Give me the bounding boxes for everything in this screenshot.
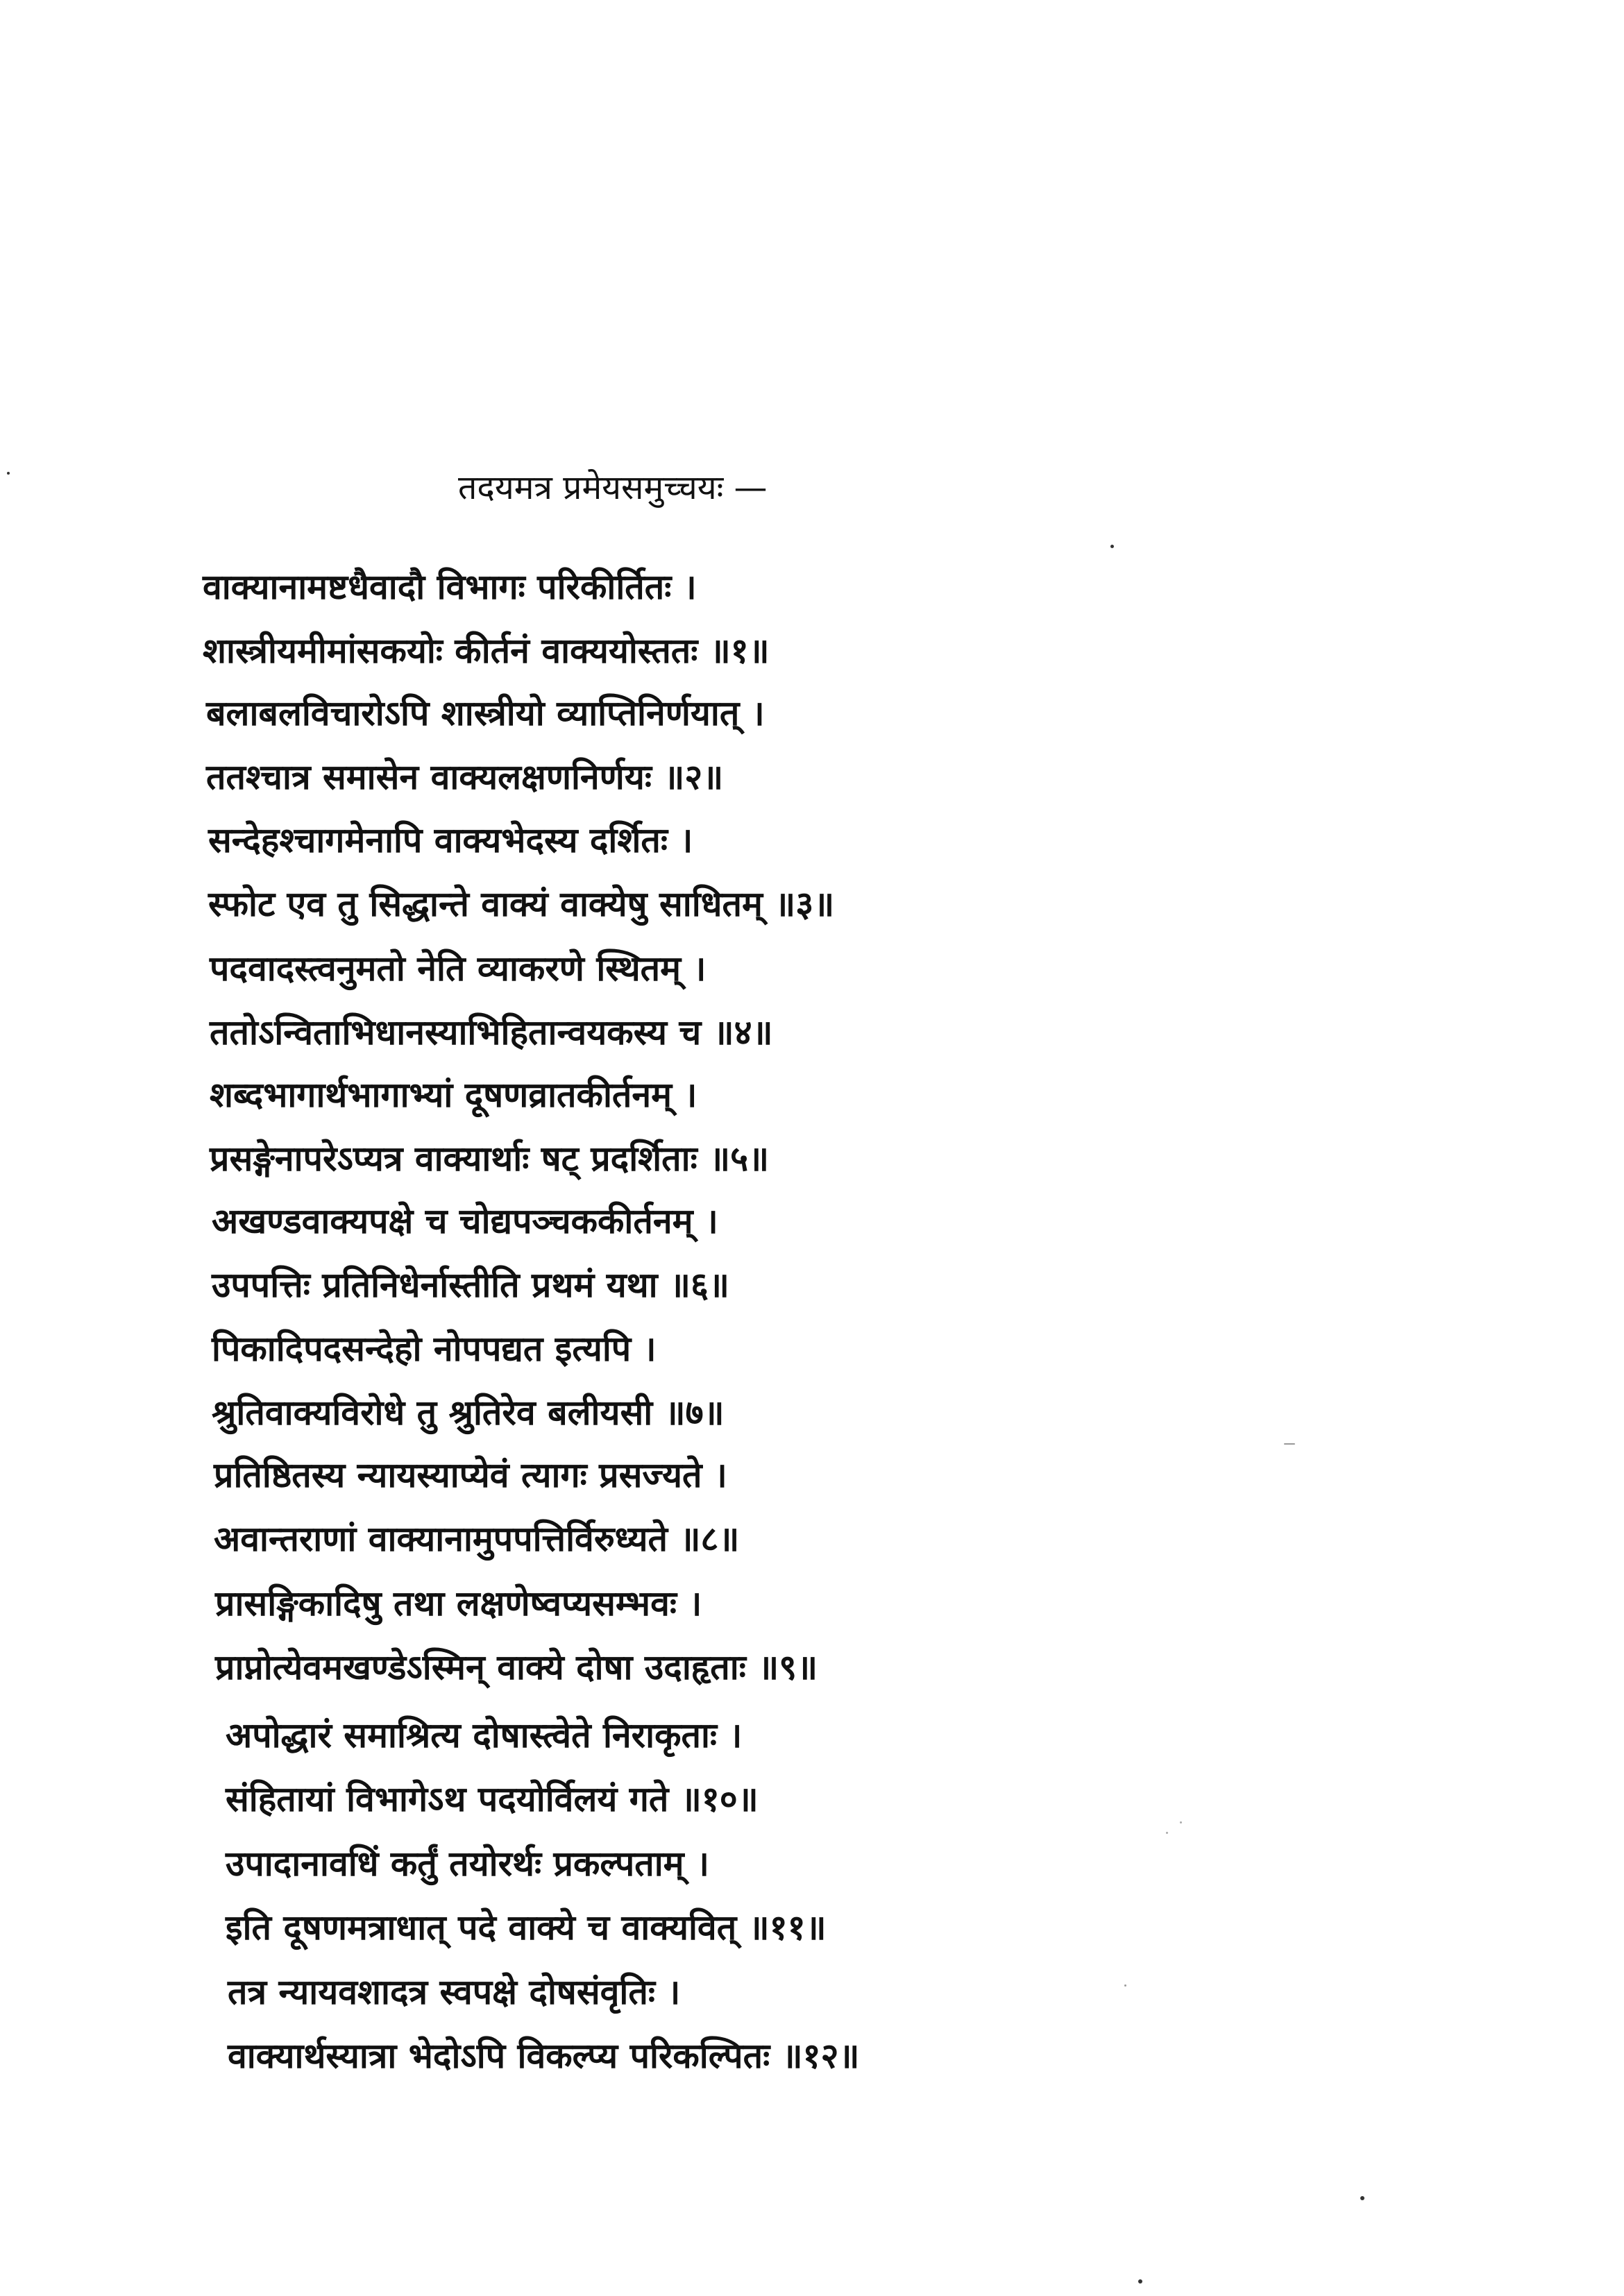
verse-6-line-1: अखण्डवाक्यपक्षे च चोद्यपञ्चककीर्तनम् ।	[212, 1201, 718, 1241]
verse-5-line-1: शब्दभागार्थभागाभ्यां दूषणव्रातकीर्तनम् ।	[210, 1075, 697, 1115]
verse-12-line-2: वाक्यार्थस्यात्रा भेदोऽपि विकल्प्य परिकल्पितः ॥१२॥	[228, 2036, 860, 2076]
verse-11	[226, 1832, 827, 1959]
verse-5	[210, 1063, 769, 1191]
verse-9-line-1: प्रासङ्गिकादिषु तथा लक्षणेष्वप्यसम्भवः ।	[215, 1583, 702, 1624]
verse-8-line-1: प्रतिष्ठितस्य न्यायस्याप्येवं त्यागः प्रसज्यते ।	[214, 1455, 727, 1495]
verse-8-line-2: अवान्तराणां वाक्यानामुपपत्तिर्विरुध्यते ॥८॥	[214, 1519, 740, 1559]
verse-2	[206, 681, 765, 809]
scan-speck	[1360, 2196, 1364, 2200]
verse-3-line-2: स्फोट एव तु सिद्धान्ते वाक्यं वाक्येषु साधितम् ॥३॥	[208, 884, 835, 924]
verse-10	[226, 1703, 759, 1831]
verse-11-line-2: इति दूषणमत्राधात् पदे वाक्ये च वाक्यवित् ॥११॥	[226, 1907, 827, 1948]
verse-10-line-2: संहितायां विभागेऽथ पदयोर्विलयं गते ॥१०॥	[226, 1779, 759, 1819]
scan-speck	[1180, 1821, 1182, 1823]
verse-9	[215, 1572, 818, 1699]
verse-4-line-2: ततोऽन्विताभिधानस्याभिहितान्वयकस्य च ॥४॥	[210, 1012, 773, 1053]
verse-1-line-2: शास्त्रीयमीमांसकयोः कीर्तनं वाक्ययोस्ततः ॥१॥	[203, 631, 770, 671]
verse-4-line-1: पदवादस्त्वनुमतो नेति व्याकरणे स्थितम् ।	[210, 949, 707, 989]
scan-speck	[7, 472, 10, 475]
verse-8	[214, 1443, 739, 1571]
verse-12	[228, 1960, 859, 2088]
scan-speck	[1124, 1984, 1126, 1987]
verse-3-line-1: सन्देहश्चागमेनापि वाक्यभेदस्य दर्शितः ।	[208, 820, 693, 860]
verse-3	[208, 808, 834, 936]
verse-7	[212, 1317, 725, 1445]
verse-1	[203, 555, 770, 683]
verse-7-line-1: पिकादिपदसन्देहो नोपपद्यत इत्यपि ।	[212, 1329, 657, 1369]
verse-2-line-2: ततश्चात्र समासेन वाक्यलक्षणनिर्णयः ॥२॥	[206, 757, 724, 797]
verse-7-line-2: श्रुतिवाक्यविरोधे तु श्रुतिरेव बलीयसी ॥७॥	[212, 1393, 725, 1433]
section-heading: तदयमत्र प्रमेयसमुच्चयः —	[458, 468, 768, 507]
scan-speck	[1110, 545, 1114, 548]
verse-1-line-1: वाक्यानामष्टधैवादौ विभागः परिकीर्तितः ।	[203, 567, 697, 607]
verse-5-line-2: प्रसङ्गेनापरेऽप्यत्र वाक्यार्थाः षट् प्रदर्शिताः ॥५॥	[210, 1139, 770, 1179]
verse-6	[212, 1189, 729, 1317]
scan-speck	[1284, 1443, 1295, 1445]
scan-speck	[1138, 2279, 1142, 2284]
verse-10-line-1: अपोद्धारं समाश्रित्य दोषास्त्वेते निराकृताः ।	[226, 1715, 743, 1755]
verse-2-line-1: बलाबलविचारोऽपि शास्त्रीयो व्याप्तिनिर्णयात् ।	[206, 693, 765, 733]
verse-11-line-1: उपादानावधिं कर्तुं तयोरर्थः प्रकल्पताम् ।	[226, 1844, 709, 1884]
verse-4	[210, 937, 773, 1064]
verse-6-line-2: उपपत्तिः प्रतिनिधेर्नास्तीति प्रथमं यथा ॥६॥	[212, 1265, 729, 1305]
scan-speck	[1166, 1832, 1168, 1834]
verse-9-line-2: प्राप्नोत्येवमखण्डेऽस्मिन् वाक्ये दोषा उदाहृताः ॥९॥	[215, 1647, 818, 1687]
verse-12-line-1: तत्र न्यायवशादत्र स्वपक्षे दोषसंवृतिः ।	[228, 1972, 681, 2012]
